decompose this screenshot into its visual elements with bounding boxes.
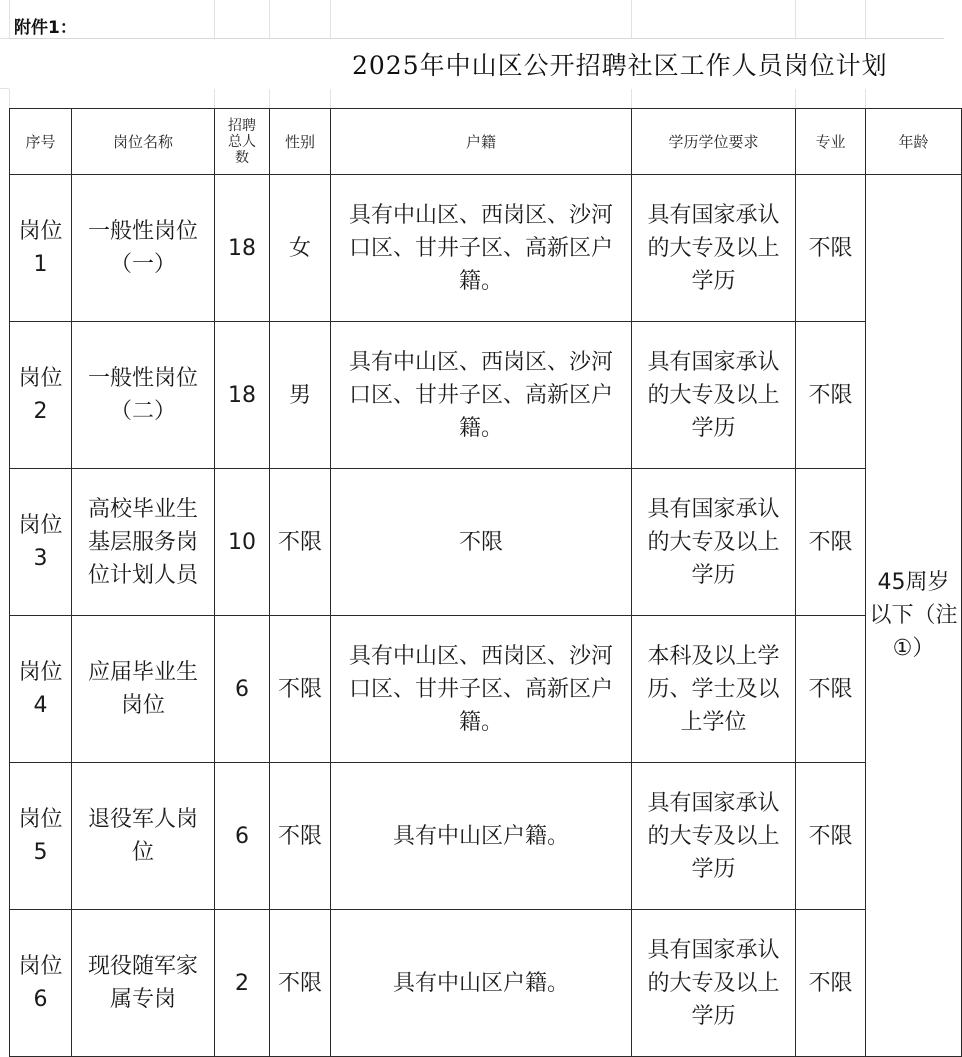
- cell-total: 2: [215, 910, 270, 1057]
- header-position-name: 岗位名称: [72, 109, 215, 175]
- position-name-text: 一般性岗位（一）: [87, 219, 198, 277]
- household-text: 不限: [458, 529, 503, 555]
- household-text: 具有中山区户籍。: [392, 970, 569, 996]
- cell-position-name: [72, 763, 215, 910]
- table-header-row: [10, 109, 962, 175]
- cell-age: [866, 175, 962, 1057]
- cell-gender: 不限: [270, 616, 331, 763]
- table-row: [10, 322, 962, 469]
- education-text: 具有国家承认的大专及以上学历: [647, 496, 780, 588]
- header-total-text: 招聘总人数: [228, 117, 256, 166]
- seq-text: 岗位2: [18, 366, 63, 424]
- cell-seq: [10, 469, 72, 616]
- cell-education: [632, 469, 796, 616]
- household-text: 具有中山区户籍。: [392, 823, 569, 849]
- cell-gender: 男: [270, 322, 331, 469]
- cell-seq: [10, 175, 72, 322]
- header-education: 学历学位要求: [632, 109, 796, 175]
- cell-gender: 不限: [270, 469, 331, 616]
- cell-total: 6: [215, 763, 270, 910]
- cell-major: 不限: [796, 322, 866, 469]
- cell-total: 10: [215, 469, 270, 616]
- cell-major: 不限: [796, 175, 866, 322]
- attachment-label: 附件1：: [14, 18, 77, 38]
- position-name-text: 现役随军家属专岗: [87, 954, 198, 1012]
- cell-education: [632, 616, 796, 763]
- cell-position-name: [72, 910, 215, 1057]
- cell-seq: [10, 910, 72, 1057]
- cell-household: [331, 910, 632, 1057]
- cell-total: 18: [215, 322, 270, 469]
- education-text: 具有国家承认的大专及以上学历: [647, 349, 780, 441]
- cell-total: 18: [215, 175, 270, 322]
- positions-table: [9, 108, 962, 1057]
- header-seq: 序号: [10, 109, 72, 175]
- cell-major: 不限: [796, 616, 866, 763]
- cell-position-name: [72, 616, 215, 763]
- cell-seq: [10, 763, 72, 910]
- household-text: 具有中山区、西岗区、沙河口区、甘井子区、高新区户籍。: [348, 643, 613, 735]
- table-row: [10, 175, 962, 322]
- header-household: 户籍: [331, 109, 632, 175]
- cell-household: [331, 469, 632, 616]
- cell-major: 不限: [796, 469, 866, 616]
- seq-text: 岗位5: [18, 807, 63, 865]
- position-name-text: 高校毕业生基层服务岗位计划人员: [87, 496, 198, 588]
- table-row: [10, 469, 962, 616]
- table-row: [10, 910, 962, 1057]
- cell-household: [331, 322, 632, 469]
- page-title: 2025年中山区公开招聘社区工作人员岗位计划: [352, 51, 888, 80]
- household-text: 具有中山区、西岗区、沙河口区、甘井子区、高新区户籍。: [348, 349, 613, 441]
- cell-education: [632, 763, 796, 910]
- cell-seq: [10, 616, 72, 763]
- table-row: [10, 763, 962, 910]
- header-age: 年龄: [866, 109, 962, 175]
- cell-major: 不限: [796, 910, 866, 1057]
- position-name-text: 一般性岗位（二）: [87, 366, 198, 424]
- education-text: 本科及以上学历、学士及以上学位: [647, 643, 780, 735]
- cell-education: [632, 175, 796, 322]
- cell-total: 6: [215, 616, 270, 763]
- cell-household: [331, 616, 632, 763]
- header-total: [215, 109, 270, 175]
- household-text: 具有中山区、西岗区、沙河口区、甘井子区、高新区户籍。: [348, 202, 613, 294]
- header-gender: 性别: [270, 109, 331, 175]
- age-text: 45周岁以下（注①）: [869, 570, 958, 661]
- cell-education: [632, 322, 796, 469]
- table-row: [10, 616, 962, 763]
- education-text: 具有国家承认的大专及以上学历: [647, 790, 780, 882]
- seq-text: 岗位6: [18, 954, 63, 1012]
- seq-text: 岗位4: [18, 660, 63, 718]
- cell-gender: 不限: [270, 763, 331, 910]
- position-name-text: 退役军人岗位: [87, 807, 198, 865]
- position-name-text: 应届毕业生岗位: [87, 660, 198, 718]
- cell-position-name: [72, 469, 215, 616]
- cell-gender: 不限: [270, 910, 331, 1057]
- education-text: 具有国家承认的大专及以上学历: [647, 937, 780, 1029]
- header-major: 专业: [796, 109, 866, 175]
- cell-household: [331, 175, 632, 322]
- cell-household: [331, 763, 632, 910]
- education-text: 具有国家承认的大专及以上学历: [647, 202, 780, 294]
- cell-seq: [10, 322, 72, 469]
- cell-major: 不限: [796, 763, 866, 910]
- seq-text: 岗位1: [18, 219, 63, 277]
- cell-position-name: [72, 322, 215, 469]
- seq-text: 岗位3: [18, 513, 63, 571]
- cell-education: [632, 910, 796, 1057]
- cell-position-name: [72, 175, 215, 322]
- cell-gender: 女: [270, 175, 331, 322]
